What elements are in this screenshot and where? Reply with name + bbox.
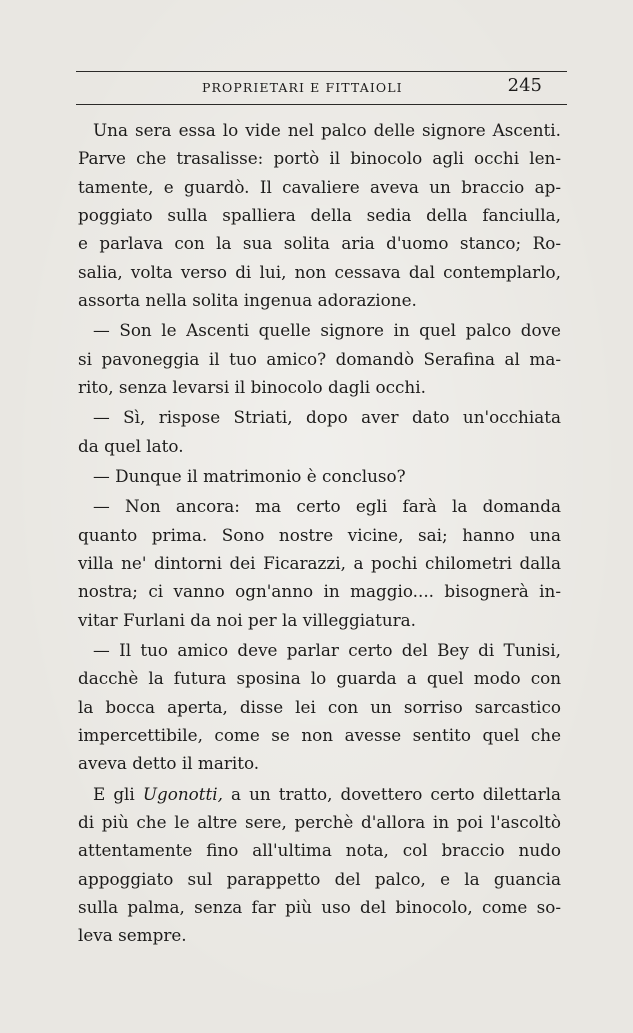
text-line: dacchè la futura sposina lo guarda a quel modo con xyxy=(78,668,561,689)
text-line: attentamente fino all'ultima nota, col braccio nudo xyxy=(78,840,561,861)
text-line: leva sempre. xyxy=(78,925,187,946)
text-line: si pavoneggia il tuo amico? domandò Serafina al ma- xyxy=(78,348,561,369)
text-line: Parve che trasalisse: portò il binocolo agli occhi len- xyxy=(78,148,561,169)
text-run: E gli xyxy=(93,783,143,804)
text-line: vitar Furlani da noi per la villeggiatura. xyxy=(78,609,417,630)
text-line: di più che le altre sere, perchè d'allora in poi l'ascoltò xyxy=(78,811,561,832)
text-line: — Il tuo amico deve parlar certo del Bey di Tunisi, xyxy=(93,639,561,660)
text-line: appoggiato sul parappetto del palco, e la guancia xyxy=(78,868,561,889)
text-line: aveva detto il marito. xyxy=(78,753,260,774)
body-text xyxy=(78,116,561,950)
text-line: rito, senza levarsi il binocolo dagli occhi. xyxy=(78,376,426,397)
text-run: a un tratto, dovettero certo dilettarla xyxy=(222,783,561,804)
running-title: PROPRIETARI E FITTAIOLI xyxy=(202,80,403,95)
text-line: — Son le Ascenti quelle signore in quel palco dove xyxy=(93,320,561,341)
text-line: assorta nella solita ingenua adorazione. xyxy=(78,289,417,310)
header-rule-top xyxy=(76,71,567,72)
text-line: impercettibile, come se non avesse sentito quel che xyxy=(78,724,561,745)
page-number: 245 xyxy=(507,75,542,96)
text-line: salia, volta verso di lui, non cessava dal contemplarlo, xyxy=(78,261,561,282)
italic-title: Ugonotti, xyxy=(142,783,223,804)
text-line: — Non ancora: ma certo egli farà la domanda xyxy=(93,496,561,517)
text-line: la bocca aperta, disse lei con un sorriso sarcastico xyxy=(78,696,561,717)
text-line: Una sera essa lo vide nel palco delle signore Ascenti. xyxy=(93,120,561,140)
text-line: nostra; ci vanno ogn'anno in maggio.... bisognerà in- xyxy=(78,581,561,602)
text-line: — Sì, rispose Striati, dopo aver dato un'occhiata xyxy=(93,407,561,428)
text-line: villa ne' dintorni dei Ficarazzi, a pochi chilometri dalla xyxy=(78,552,561,573)
text-line: — Dunque il matrimonio è concluso? xyxy=(93,465,406,486)
text-line: tamente, e guardò. Il cavaliere aveva un braccio ap- xyxy=(78,176,561,197)
text-line: quanto prima. Sono nostre vicine, sai; hanno una xyxy=(78,524,561,545)
header-rule-bottom xyxy=(76,104,567,105)
text-line: poggiato sulla spalliera della sedia della fanciulla, xyxy=(78,204,561,225)
text-line: sulla palma, senza far più uso del binocolo, come so- xyxy=(78,896,561,917)
text-line xyxy=(78,780,561,808)
text-line: da quel lato. xyxy=(78,435,184,456)
text-line: e parlava con la sua solita aria d'uomo stanco; Ro- xyxy=(78,233,561,254)
